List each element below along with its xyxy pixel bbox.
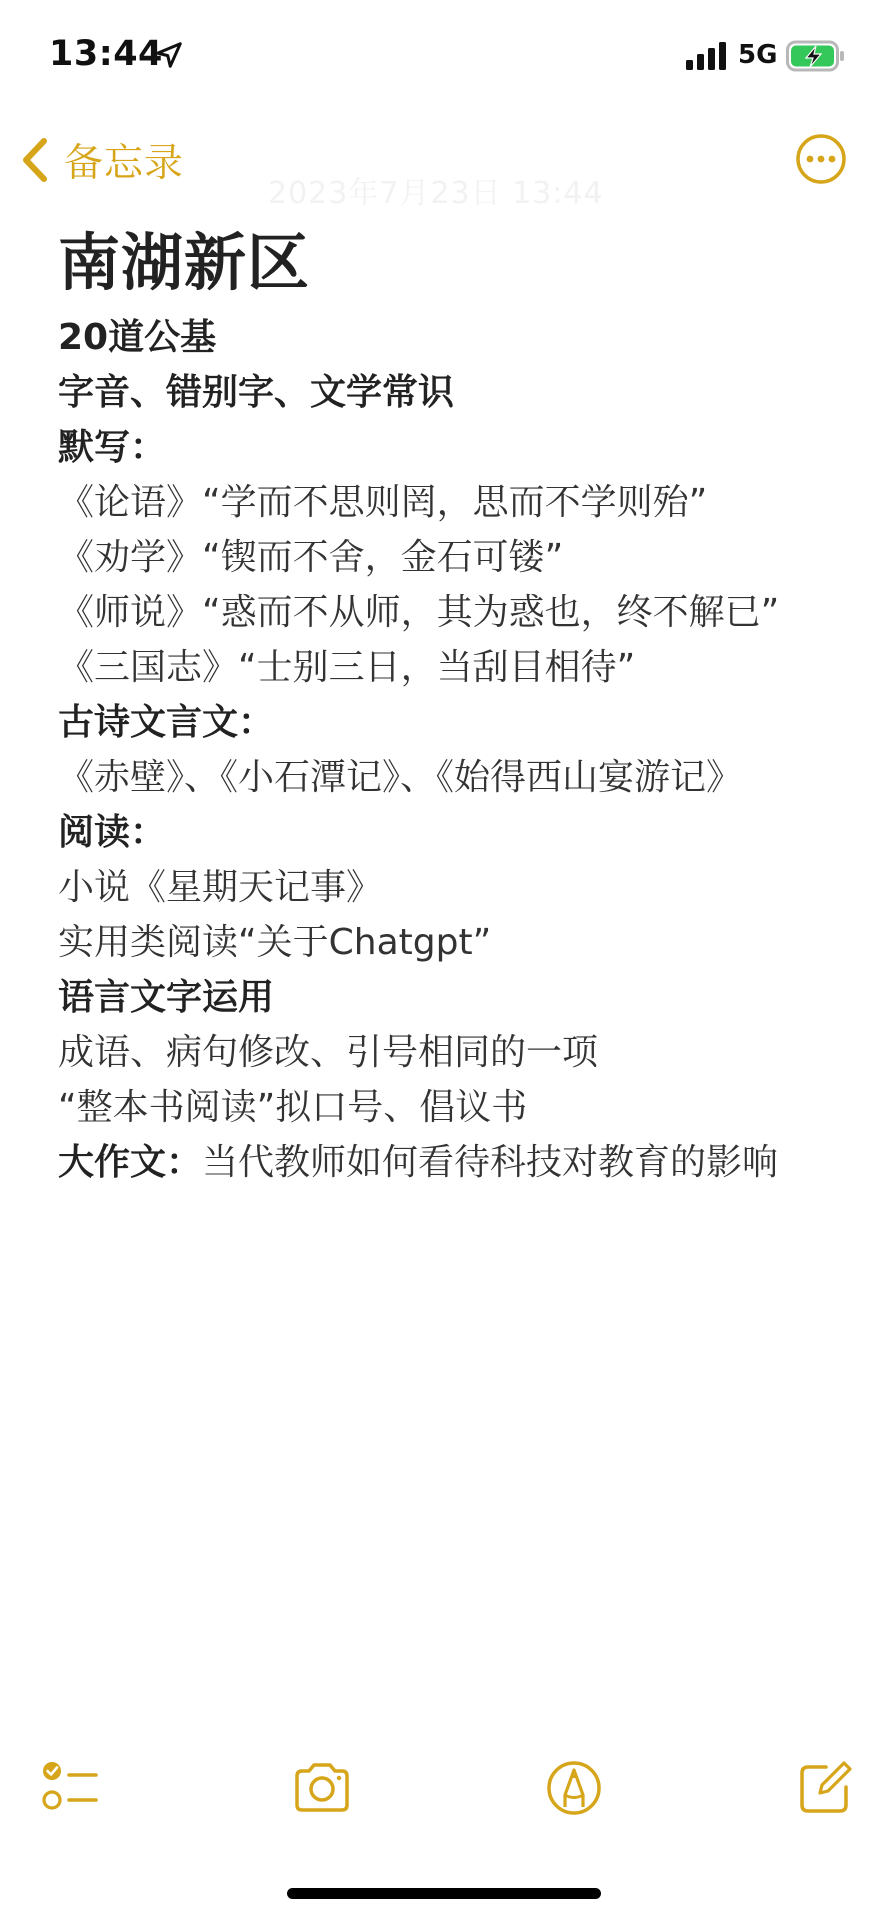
note-line: 小说《星期天记事》	[58, 867, 383, 908]
note-line: 《劝学》“锲而不舍，金石可镂”	[58, 537, 564, 578]
note-line: 20道公基	[58, 317, 217, 358]
note-line: 古诗文言文：	[58, 702, 275, 743]
home-indicator[interactable]	[287, 1888, 601, 1899]
network-type: 5G	[738, 40, 778, 70]
note-line: 成语、病句修改、引号相同的一项	[58, 1032, 599, 1073]
note-line: 字音、错别字、文学常识	[58, 372, 455, 413]
essay-label: 大作文：	[58, 1142, 203, 1183]
back-button[interactable]	[18, 132, 184, 188]
status-time: 13:44	[49, 34, 163, 74]
navigation-bar	[0, 120, 887, 211]
note-line-essay	[58, 1135, 838, 1190]
note-line: 实用类阅读“关于Chatgpt”	[58, 922, 492, 963]
note-body[interactable]	[58, 222, 838, 1190]
note-line: 《赤壁》、《小石潭记》、《始得西山宴游记》	[58, 757, 743, 798]
note-line: 《师说》“惑而不从师，其为惑也，终不解已”	[58, 592, 780, 633]
chevron-left-icon	[18, 135, 52, 185]
signal-bars-icon	[686, 42, 728, 70]
note-line: 《三国志》“士别三日，当刮目相待”	[58, 647, 636, 688]
checklist-icon[interactable]	[38, 1755, 104, 1821]
camera-icon[interactable]	[289, 1755, 355, 1821]
note-line: 默写：	[58, 427, 167, 468]
bottom-toolbar	[0, 1755, 887, 1835]
note-title: 南湖新区	[58, 226, 311, 299]
back-button-label: 备忘录	[64, 141, 185, 186]
note-line: 《论语》“学而不思则罔，思而不学则殆”	[58, 482, 708, 523]
battery-charging-icon	[786, 40, 846, 72]
note-line: 阅读：	[58, 812, 167, 853]
status-bar	[0, 0, 887, 110]
markup-pen-icon[interactable]	[541, 1755, 607, 1821]
note-date-faded: 2023年7月23日 13:44	[268, 176, 604, 211]
note-line: “整本书阅读”拟口号、倡议书	[58, 1087, 528, 1128]
note-line: 语言文字运用	[58, 977, 275, 1018]
essay-topic: 当代教师如何看待科技对教育的影响	[202, 1142, 779, 1183]
compose-icon[interactable]	[792, 1755, 858, 1821]
location-arrow-icon	[154, 40, 184, 70]
more-options-icon[interactable]	[795, 133, 847, 185]
